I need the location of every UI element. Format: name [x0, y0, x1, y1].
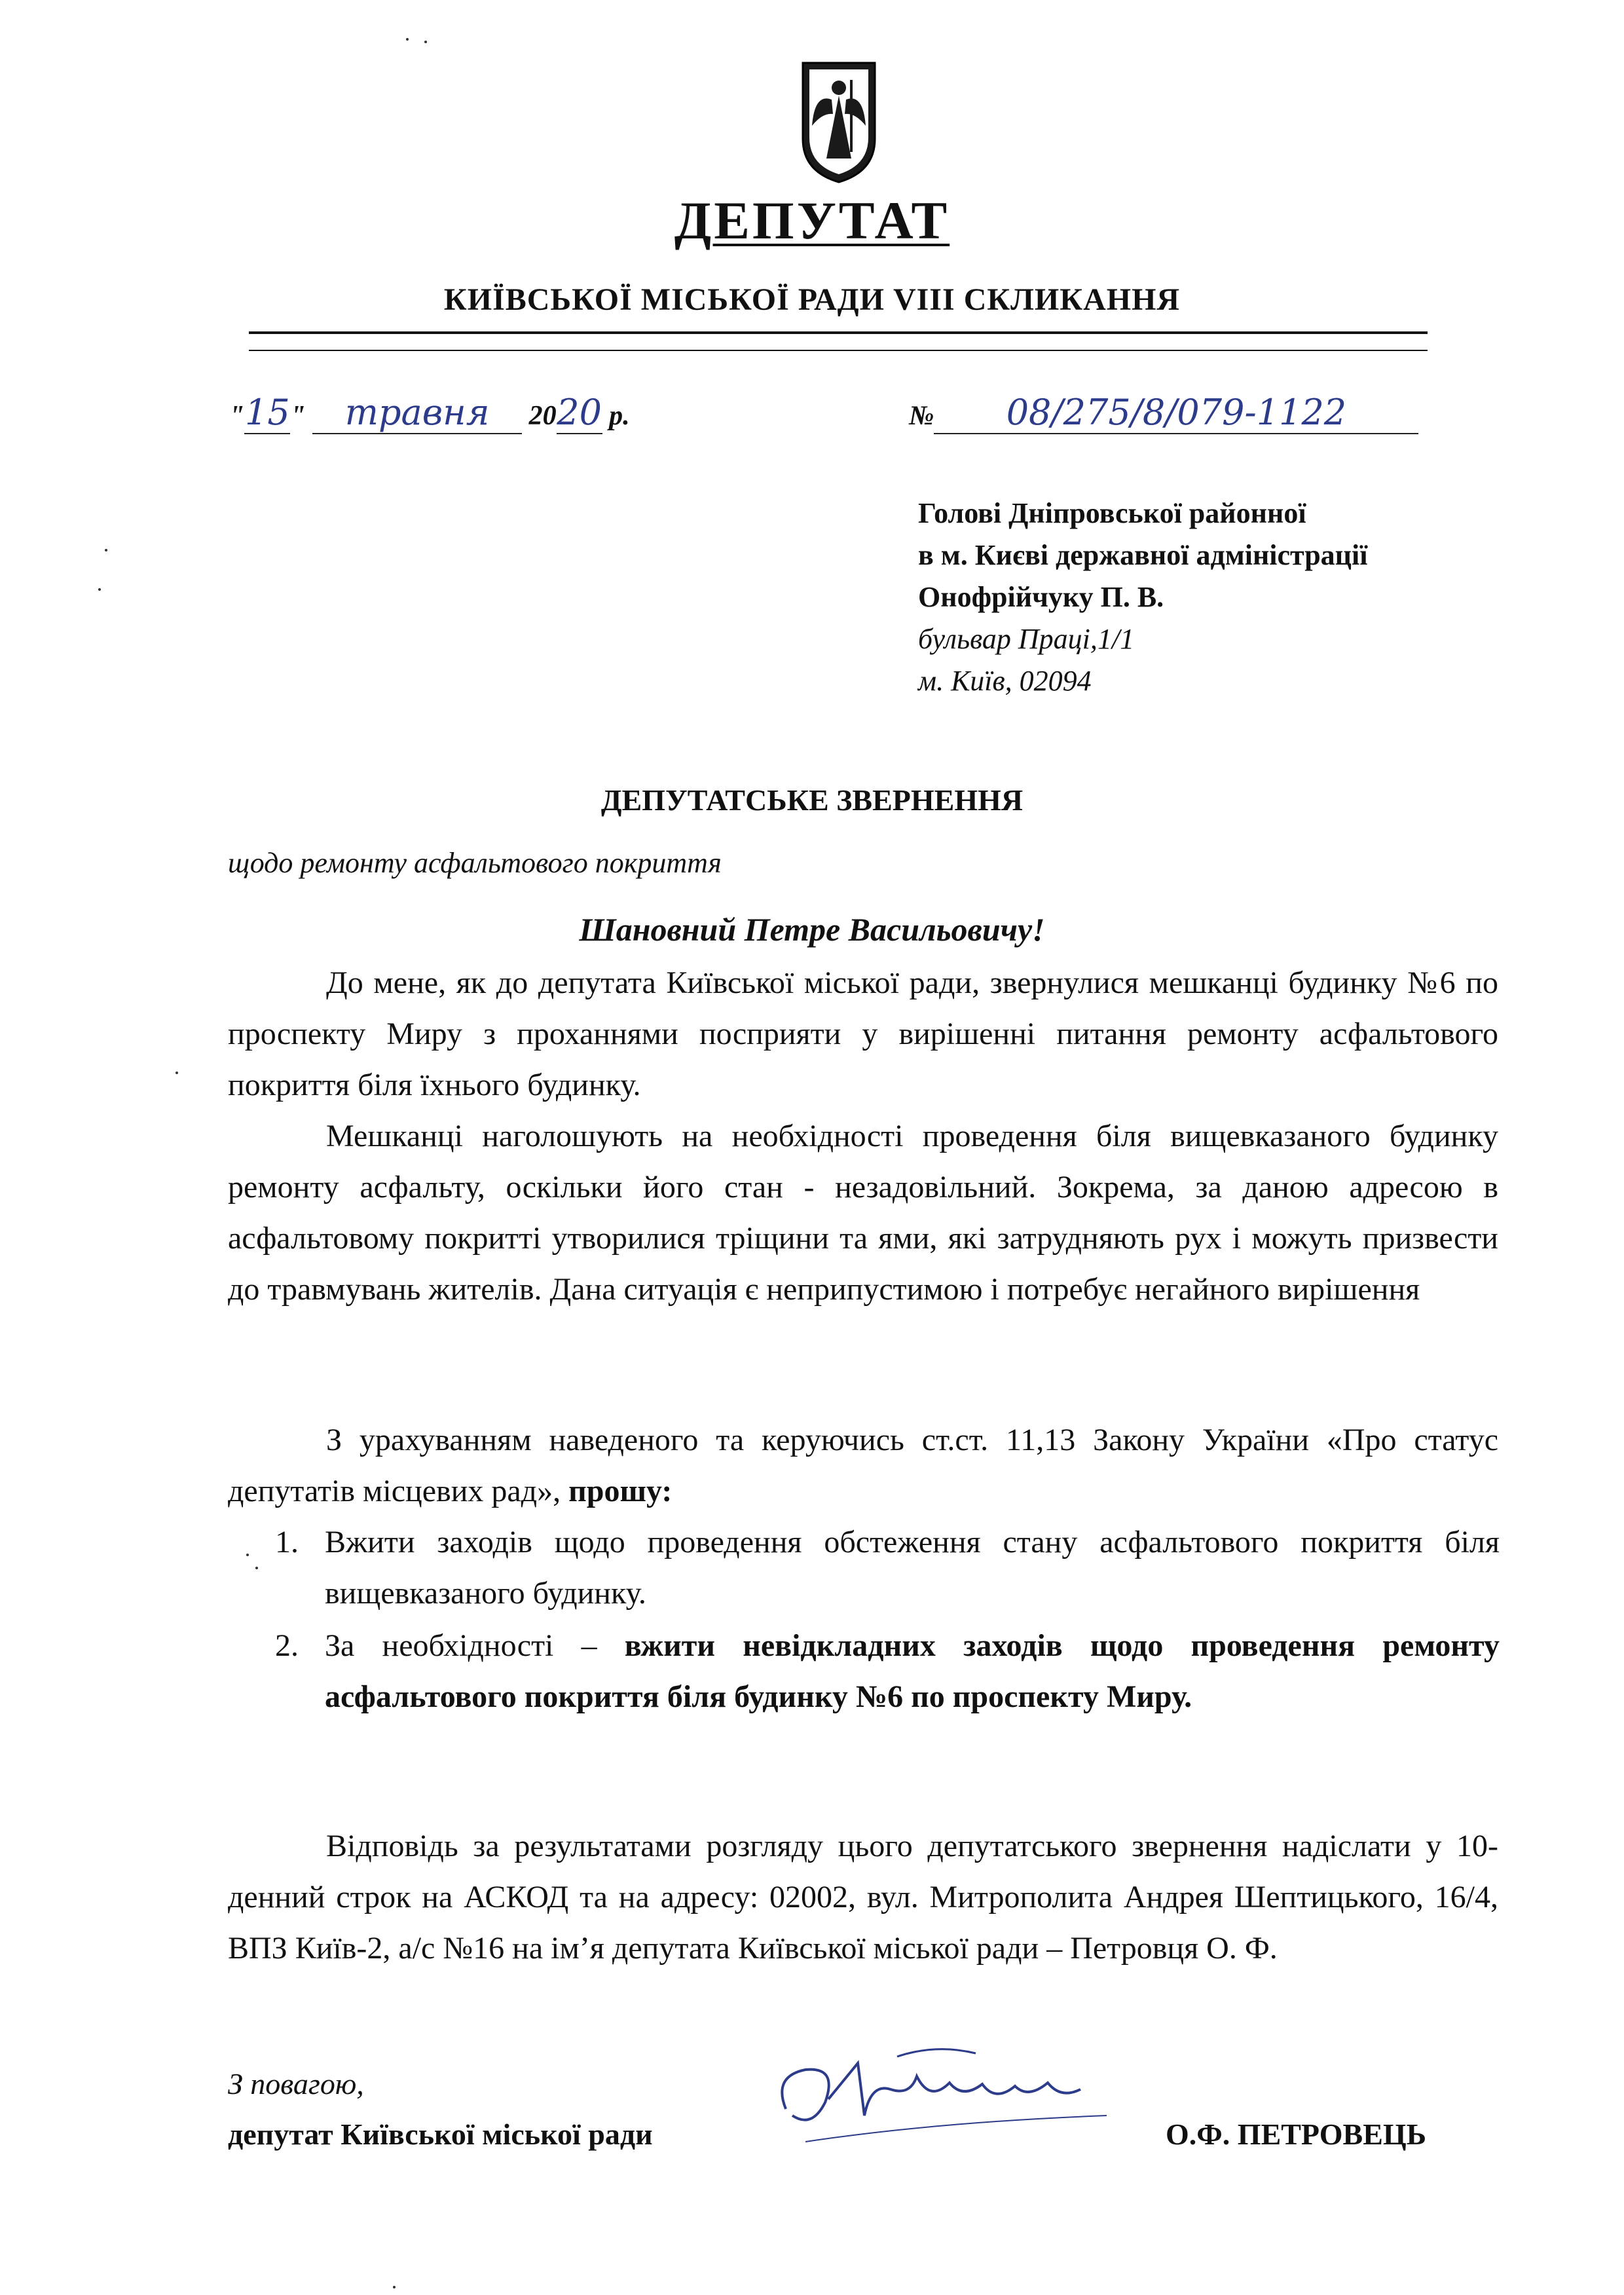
paragraph-2 [228, 1111, 1498, 1315]
list-item-number: 1. [275, 1525, 299, 1559]
addressee-line-4: бульвар Праці,1/1 [918, 623, 1135, 655]
list-item-number: 2. [275, 1628, 299, 1663]
document-title: ДЕПУТАТСЬКЕ ЗВЕРНЕННЯ [600, 783, 1024, 817]
signature-regards: З повагою, [228, 2067, 364, 2100]
paragraph-2-text: Мешканці наголошують на необхідності проведення біля вищевказаного будинку ремонту асфальту, оскільки його стан - незадовільний. Зокрема, за даною адресою в асфальтовому покритті утворилися тріщини та ями, які затрудняють рух і можуть призвести до травмувань жителів. Дана ситуація є неприпустимою і потребує негайного вирішення [228, 1119, 1498, 1307]
number-prefix: № [909, 401, 934, 431]
date-suffix: р. [609, 401, 630, 431]
header-title: ДЕПУТАТ [674, 191, 950, 250]
scan-speck [424, 41, 427, 43]
document-number [909, 392, 1418, 451]
number-value: 08/275/8/079-1122 [934, 392, 1418, 434]
scan-speck [105, 549, 107, 551]
scan-speck [393, 2286, 396, 2288]
document-date [229, 392, 630, 451]
addressee-block [918, 493, 1367, 702]
date-quote-open: " [229, 401, 245, 431]
addressee-line-5: м. Київ, 02094 [918, 665, 1092, 697]
list-item [275, 1517, 1500, 1622]
date-month: травня [312, 392, 522, 434]
scan-speck [246, 1554, 249, 1556]
addressee-line-2: в м. Києві державної адміністрації [918, 539, 1368, 571]
scan-speck [406, 38, 409, 41]
scan-speck [98, 588, 101, 591]
list-item-text: Вжити заходів щодо проведення обстеження стану асфальтового покриття біля вищевказаного будинку. [325, 1525, 1500, 1611]
scan-speck [175, 1072, 178, 1074]
header-council: КИЇВСЬКОЇ МІСЬКОЇ РАДИ VIII СКЛИКАННЯ [443, 282, 1181, 317]
date-year-prefix: 20 [528, 401, 557, 431]
paragraph-3 [228, 1415, 1498, 1517]
kyiv-coat-of-arms-icon [800, 60, 877, 185]
date-year-suffix: 20 [557, 392, 602, 433]
paragraph-1 [228, 958, 1498, 1111]
list-item-text [325, 1620, 1500, 1723]
paragraph-3-request: прошу: [568, 1474, 673, 1508]
addressee-line-3: Онофрійчуку П. В. [918, 581, 1164, 613]
scan-speck [255, 1567, 258, 1569]
paragraph-4 [228, 1821, 1498, 1974]
handwritten-signature [766, 2037, 1146, 2155]
paragraph-3-text: З урахуванням наведеного та керуючись ст.ст. 11,13 Закону України «Про статус депутатів місцевих рад», [228, 1423, 1498, 1508]
list-item [275, 1620, 1500, 1778]
paragraph-4-text: Відповідь за результатами розгляду цього депутатського звернення надіслати у 10-денний строк на АСКОД та на адресу: 02002, вул. Митрополита Андрея Шептицького, 16/4, ВПЗ Київ-2, а/с №16 на ім’я депутата Київської міської ради – Петровця О. Ф. [228, 1829, 1498, 1966]
signature-position: депутат Київської міської ради [228, 2118, 653, 2151]
date-day: 15 [244, 392, 290, 433]
list-item-text-plain: За необхідності – [325, 1628, 625, 1663]
list-item-text-bold: вжити невідкладних заходів щодо проведення ремонту асфальтового покриття біля будинку №6 по проспекту Миру. [325, 1628, 1500, 1714]
signature-name: О.Ф. ПЕТРОВЕЦЬ [1166, 2118, 1427, 2151]
greeting: Шановний Петре Васильовичу! [579, 911, 1045, 948]
date-quote-close: " [290, 401, 306, 431]
document-subject: щодо ремонту асфальтового покриття [228, 847, 722, 879]
addressee-line-1: Голові Дніпровської районної [918, 497, 1306, 529]
paragraph-1-text: До мене, як до депутата Київської міської ради, звернулися мешканці будинку №6 по проспекту Миру з проханнями посприяти у вирішенні питання ремонту асфальтового покриття біля їхнього будинку. [228, 965, 1498, 1102]
header-divider-thick [249, 331, 1428, 334]
header-divider-thin [249, 350, 1428, 351]
